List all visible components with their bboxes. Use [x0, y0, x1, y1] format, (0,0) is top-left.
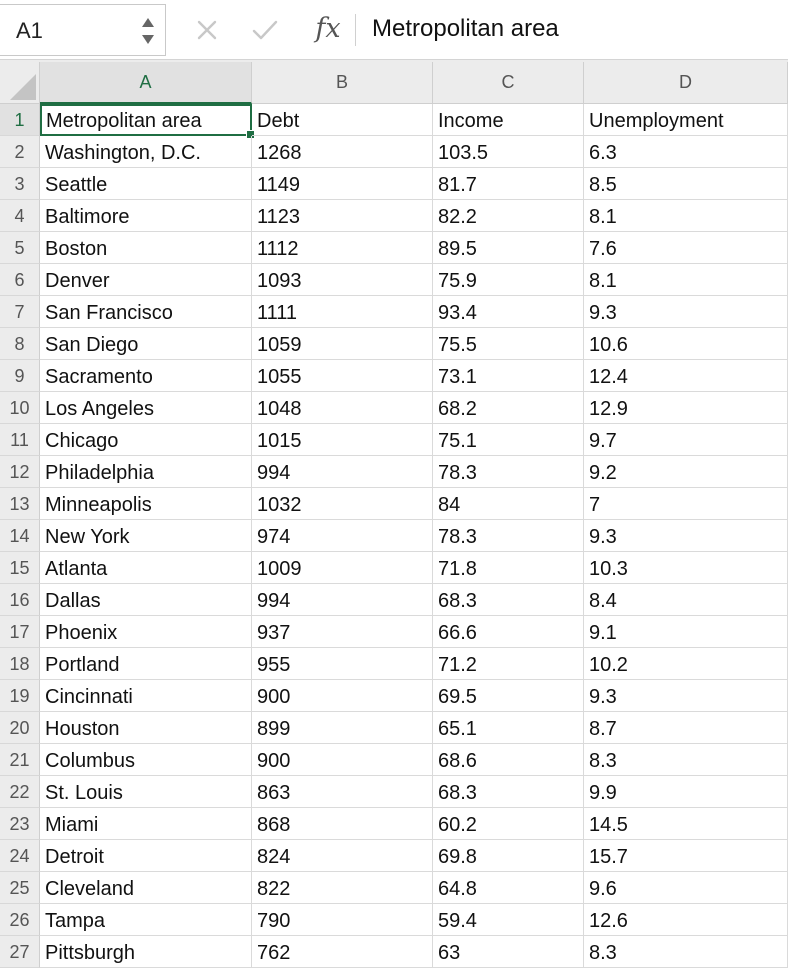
- cell-c[interactable]: 73.1: [433, 360, 584, 392]
- cell-a[interactable]: Atlanta: [40, 552, 252, 584]
- cell-d[interactable]: 9.3: [584, 296, 788, 328]
- row-header[interactable]: 8: [0, 328, 40, 360]
- table-row: [0, 200, 788, 232]
- row-header[interactable]: 6: [0, 264, 40, 296]
- cell-d[interactable]: 9.6: [584, 872, 788, 904]
- table-row: [0, 296, 788, 328]
- cell-b[interactable]: 868: [252, 808, 433, 840]
- cell-c[interactable]: 78.3: [433, 456, 584, 488]
- table-row: [0, 712, 788, 744]
- cell-a[interactable]: New York: [40, 520, 252, 552]
- cell-c[interactable]: 75.1: [433, 424, 584, 456]
- cell-d[interactable]: 8.1: [584, 264, 788, 296]
- table-row: [0, 808, 788, 840]
- cell-b[interactable]: 994: [252, 456, 433, 488]
- cell-c[interactable]: 69.5: [433, 680, 584, 712]
- row-header[interactable]: 27: [0, 936, 40, 968]
- cell-c[interactable]: 64.8: [433, 872, 584, 904]
- cell-a[interactable]: Seattle: [40, 168, 252, 200]
- cell-b[interactable]: 822: [252, 872, 433, 904]
- cell-c[interactable]: 65.1: [433, 712, 584, 744]
- cell-b[interactable]: 1009: [252, 552, 433, 584]
- row-header[interactable]: 24: [0, 840, 40, 872]
- table-row: [0, 392, 788, 424]
- name-box[interactable]: [0, 4, 166, 56]
- row-header[interactable]: 22: [0, 776, 40, 808]
- cell-d[interactable]: 9.2: [584, 456, 788, 488]
- table-row: [0, 520, 788, 552]
- row-header[interactable]: 25: [0, 872, 40, 904]
- cell-b[interactable]: 1268: [252, 136, 433, 168]
- row-header[interactable]: 23: [0, 808, 40, 840]
- cell-b[interactable]: 974: [252, 520, 433, 552]
- cell-b[interactable]: 1048: [252, 392, 433, 424]
- cell-d[interactable]: 9.3: [584, 680, 788, 712]
- column-header-d[interactable]: D: [584, 62, 788, 104]
- row-header[interactable]: 10: [0, 392, 40, 424]
- cell-c[interactable]: 60.2: [433, 808, 584, 840]
- cell-c[interactable]: 71.2: [433, 648, 584, 680]
- select-all-triangle-icon: [10, 74, 36, 100]
- cell-d[interactable]: 12.9: [584, 392, 788, 424]
- cell-b[interactable]: 1015: [252, 424, 433, 456]
- cell-d[interactable]: 8.1: [584, 200, 788, 232]
- cell-c[interactable]: 78.3: [433, 520, 584, 552]
- column-header-c[interactable]: C: [433, 62, 584, 104]
- cell-b[interactable]: 1055: [252, 360, 433, 392]
- table-row: [0, 584, 788, 616]
- rows-container: [0, 104, 788, 968]
- cell-a[interactable]: St. Louis: [40, 776, 252, 808]
- cell-a[interactable]: Dallas: [40, 584, 252, 616]
- cell-d[interactable]: 10.6: [584, 328, 788, 360]
- cancel-x-icon[interactable]: [192, 12, 222, 48]
- cell-d[interactable]: 9.9: [584, 776, 788, 808]
- cell-a[interactable]: Portland: [40, 648, 252, 680]
- table-row: [0, 776, 788, 808]
- cell-d[interactable]: 8.4: [584, 584, 788, 616]
- table-row: [0, 456, 788, 488]
- cell-b[interactable]: 955: [252, 648, 433, 680]
- table-row: [0, 680, 788, 712]
- cell-d[interactable]: 8.5: [584, 168, 788, 200]
- cell-a[interactable]: Denver: [40, 264, 252, 296]
- cell-c[interactable]: 89.5: [433, 232, 584, 264]
- cell-a[interactable]: Los Angeles: [40, 392, 252, 424]
- cell-c[interactable]: 82.2: [433, 200, 584, 232]
- cell-d[interactable]: 8.3: [584, 744, 788, 776]
- row-header[interactable]: 19: [0, 680, 40, 712]
- row-header[interactable]: 16: [0, 584, 40, 616]
- cell-b[interactable]: 937: [252, 616, 433, 648]
- cell-a[interactable]: Pittsburgh: [40, 936, 252, 968]
- table-row: [0, 936, 788, 968]
- cell-c[interactable]: 68.6: [433, 744, 584, 776]
- table-row: [0, 168, 788, 200]
- cell-d[interactable]: 9.3: [584, 520, 788, 552]
- cell-b[interactable]: 1093: [252, 264, 433, 296]
- cell-d[interactable]: 9.1: [584, 616, 788, 648]
- cell-a[interactable]: Washington, D.C.: [40, 136, 252, 168]
- cell-b[interactable]: 1149: [252, 168, 433, 200]
- cell-c[interactable]: Income: [433, 104, 584, 136]
- cell-c[interactable]: 69.8: [433, 840, 584, 872]
- cell-a[interactable]: Boston: [40, 232, 252, 264]
- row-header[interactable]: 5: [0, 232, 40, 264]
- cell-a[interactable]: Philadelphia: [40, 456, 252, 488]
- row-header[interactable]: 11: [0, 424, 40, 456]
- cell-d[interactable]: 9.7: [584, 424, 788, 456]
- row-header[interactable]: 12: [0, 456, 40, 488]
- cell-a[interactable]: Cincinnati: [40, 680, 252, 712]
- cell-d[interactable]: 7.6: [584, 232, 788, 264]
- row-header[interactable]: 13: [0, 488, 40, 520]
- row-header[interactable]: 1: [0, 104, 40, 136]
- name-box-stepper-icon[interactable]: [139, 11, 157, 51]
- formula-input[interactable]: Metropolitan area: [372, 15, 559, 42]
- row-header[interactable]: 20: [0, 712, 40, 744]
- row-header[interactable]: 17: [0, 616, 40, 648]
- cell-b[interactable]: 900: [252, 744, 433, 776]
- table-row: [0, 328, 788, 360]
- cell-c[interactable]: 59.4: [433, 904, 584, 936]
- formula-bar: [0, 0, 788, 60]
- cell-b[interactable]: Debt: [252, 104, 433, 136]
- cell-a[interactable]: Chicago: [40, 424, 252, 456]
- table-row: [0, 904, 788, 936]
- cell-a[interactable]: Houston: [40, 712, 252, 744]
- cell-c[interactable]: 93.4: [433, 296, 584, 328]
- row-header[interactable]: 7: [0, 296, 40, 328]
- table-row: [0, 424, 788, 456]
- cell-b[interactable]: 863: [252, 776, 433, 808]
- cell-b[interactable]: 1032: [252, 488, 433, 520]
- cell-c[interactable]: 71.8: [433, 552, 584, 584]
- table-row: [0, 264, 788, 296]
- cell-d[interactable]: 10.3: [584, 552, 788, 584]
- row-header[interactable]: 18: [0, 648, 40, 680]
- row-header[interactable]: 14: [0, 520, 40, 552]
- table-row: [0, 104, 788, 136]
- cell-b[interactable]: 1123: [252, 200, 433, 232]
- row-header[interactable]: 21: [0, 744, 40, 776]
- table-row: [0, 744, 788, 776]
- column-header-a[interactable]: A: [40, 62, 252, 104]
- name-box-value: A1: [16, 18, 43, 43]
- cell-c[interactable]: 81.7: [433, 168, 584, 200]
- formula-divider: [355, 14, 356, 46]
- cell-d[interactable]: 6.3: [584, 136, 788, 168]
- table-row: [0, 488, 788, 520]
- cell-d[interactable]: 12.6: [584, 904, 788, 936]
- column-header-b[interactable]: B: [252, 62, 433, 104]
- cell-c[interactable]: 68.3: [433, 776, 584, 808]
- table-row: [0, 360, 788, 392]
- row-header[interactable]: 26: [0, 904, 40, 936]
- row-header[interactable]: 4: [0, 200, 40, 232]
- cell-a[interactable]: Baltimore: [40, 200, 252, 232]
- enter-check-icon[interactable]: [248, 12, 282, 48]
- cell-c[interactable]: 68.2: [433, 392, 584, 424]
- function-fx-icon[interactable]: fx: [315, 12, 341, 44]
- cell-b[interactable]: 899: [252, 712, 433, 744]
- cell-a[interactable]: Tampa: [40, 904, 252, 936]
- cell-a[interactable]: Sacramento: [40, 360, 252, 392]
- cell-a[interactable]: Columbus: [40, 744, 252, 776]
- cell-d[interactable]: 12.4: [584, 360, 788, 392]
- cell-a[interactable]: San Francisco: [40, 296, 252, 328]
- row-header[interactable]: 3: [0, 168, 40, 200]
- cell-d[interactable]: 8.3: [584, 936, 788, 968]
- row-header[interactable]: 2: [0, 136, 40, 168]
- cell-a[interactable]: Phoenix: [40, 616, 252, 648]
- cell-a[interactable]: Cleveland: [40, 872, 252, 904]
- cell-b[interactable]: 1112: [252, 232, 433, 264]
- cell-b[interactable]: 790: [252, 904, 433, 936]
- cell-b[interactable]: 824: [252, 840, 433, 872]
- table-row: [0, 648, 788, 680]
- cell-c[interactable]: 75.9: [433, 264, 584, 296]
- cell-a[interactable]: San Diego: [40, 328, 252, 360]
- table-row: [0, 552, 788, 584]
- cell-d[interactable]: Unemployment: [584, 104, 788, 136]
- cell-d[interactable]: 15.7: [584, 840, 788, 872]
- row-header[interactable]: 15: [0, 552, 40, 584]
- cell-d[interactable]: 8.7: [584, 712, 788, 744]
- table-row: [0, 840, 788, 872]
- cell-b[interactable]: 1111: [252, 296, 433, 328]
- cell-c[interactable]: 84: [433, 488, 584, 520]
- cell-b[interactable]: 1059: [252, 328, 433, 360]
- select-all-corner[interactable]: [0, 62, 40, 104]
- cell-c[interactable]: 63: [433, 936, 584, 968]
- table-row: [0, 616, 788, 648]
- table-row: [0, 232, 788, 264]
- table-row: [0, 136, 788, 168]
- cell-a[interactable]: Metropolitan area: [40, 104, 252, 136]
- cell-b[interactable]: 994: [252, 584, 433, 616]
- cell-c[interactable]: 68.3: [433, 584, 584, 616]
- cell-b[interactable]: 900: [252, 680, 433, 712]
- row-header[interactable]: 9: [0, 360, 40, 392]
- cell-d[interactable]: 10.2: [584, 648, 788, 680]
- cell-a[interactable]: Detroit: [40, 840, 252, 872]
- cell-c[interactable]: 75.5: [433, 328, 584, 360]
- table-row: [0, 872, 788, 904]
- cell-b[interactable]: 762: [252, 936, 433, 968]
- cell-c[interactable]: 103.5: [433, 136, 584, 168]
- cell-d[interactable]: 14.5: [584, 808, 788, 840]
- cell-a[interactable]: Miami: [40, 808, 252, 840]
- cell-d[interactable]: 7: [584, 488, 788, 520]
- cell-c[interactable]: 66.6: [433, 616, 584, 648]
- cell-a[interactable]: Minneapolis: [40, 488, 252, 520]
